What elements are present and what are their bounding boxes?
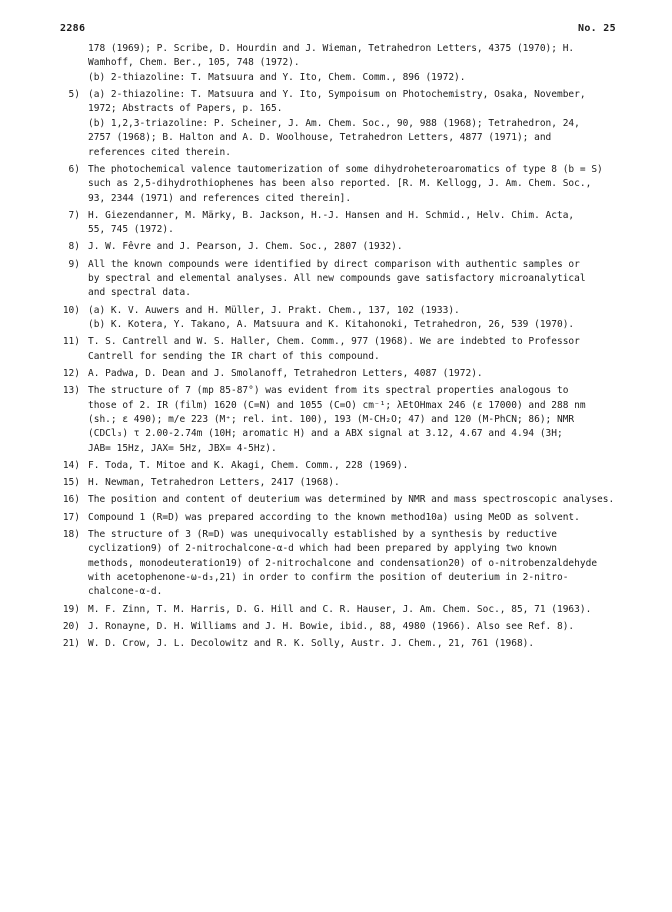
reference-number: 15) bbox=[62, 477, 80, 489]
reference-line: chalcone-α-d. bbox=[88, 586, 163, 598]
reference-line: J. W. Fêvre and J. Pearson, J. Chem. Soc., 2807 (1932). bbox=[88, 241, 403, 253]
reference-line: references cited therein. bbox=[88, 146, 231, 158]
reference-line: All the known compounds were identified by direct comparison with authentic samples or bbox=[88, 258, 580, 270]
reference-number: 17) bbox=[62, 511, 80, 523]
reference-line: M. F. Zinn, T. M. Harris, D. G. Hill and C. R. Hauser, J. Am. Chem. Soc., 85, 71 (1963). bbox=[88, 603, 592, 615]
reference-item bbox=[54, 163, 638, 206]
reference-line: such as 2,5-dihydrothiophenes has been also reported. [R. M. Kellogg, J. Am. Chem. Soc., bbox=[88, 178, 592, 190]
reference-item bbox=[54, 637, 638, 651]
reference-line: T. S. Cantrell and W. S. Haller, Chem. Comm., 977 (1968). We are indebted to Professor bbox=[88, 336, 580, 348]
reference-line: The photochemical valence tautomerization of some dihydroheteroaromatics of type 8 (b = S) bbox=[88, 163, 603, 175]
reference-number: 20) bbox=[62, 620, 80, 632]
reference-line: those of 2. IR (film) 1620 (C=N) and 1055 (C=O) cm⁻¹; λEtOHmax 246 (ε 17000) and 288 nm bbox=[88, 399, 586, 411]
reference-line: (b) 1,2,3-triazoline: P. Scheiner, J. Am. Chem. Soc., 90, 988 (1968); Tetrahedron, 24, bbox=[88, 117, 580, 129]
references-list bbox=[54, 42, 638, 651]
reference-line: JAB= 15Hz, JAX= 5Hz, JBX= 4-5Hz). bbox=[88, 442, 277, 454]
reference-number: 11) bbox=[62, 336, 80, 348]
reference-line: methods, monodeuteration19) of 2-nitrochalcone and condensation20) of o-nitrobenzaldehyde bbox=[88, 557, 598, 569]
reference-line: The position and content of deuterium was determined by NMR and mass spectroscopic analyses. bbox=[88, 494, 615, 506]
reference-number: 9) bbox=[68, 258, 80, 270]
reference-line: cyclization9) of 2-nitrochalcone-α-d which had been prepared by applying two known bbox=[88, 543, 557, 555]
issue-number: No. 25 bbox=[578, 23, 616, 34]
reference-line: with acetophenone-ω-d₃,21) in order to confirm the position of deuterium in 2-nitro- bbox=[88, 571, 569, 583]
reference-item bbox=[54, 42, 638, 85]
reference-item bbox=[54, 528, 638, 600]
reference-item bbox=[54, 603, 638, 617]
reference-line: (sh.; ε 490); m/e 223 (M⁺; rel. int. 100), 193 (M-CH₂O; 47) and 120 (M-PhCN; 86); NMR bbox=[88, 413, 575, 425]
reference-line: and spectral data. bbox=[88, 287, 191, 299]
reference-line: F. Toda, T. Mitoe and K. Akagi, Chem. Comm., 228 (1969). bbox=[88, 459, 409, 471]
reference-line: 55, 745 (1972). bbox=[88, 224, 174, 236]
reference-number: 10) bbox=[62, 304, 80, 316]
reference-line: The structure of 3 (R=D) was unequivocally established by a synthesis by reductive bbox=[88, 528, 557, 540]
reference-number: 7) bbox=[68, 209, 80, 221]
reference-line: (a) K. V. Auwers and H. Müller, J. Prakt. Chem., 137, 102 (1933). bbox=[88, 304, 460, 316]
reference-number: 5) bbox=[68, 89, 80, 101]
reference-number: 16) bbox=[62, 494, 80, 506]
reference-line: H. Newman, Tetrahedron Letters, 2417 (1968). bbox=[88, 477, 340, 489]
reference-number: 12) bbox=[62, 367, 80, 379]
reference-line: (a) 2-thiazoline: T. Matsuura and Y. Ito, Sympoisum on Photochemistry, Osaka, November, bbox=[88, 89, 586, 101]
reference-number: 8) bbox=[68, 241, 80, 253]
reference-line: 2757 (1968); B. Halton and A. D. Woolhouse, Tetrahedron Letters, 4877 (1971); and bbox=[88, 132, 552, 144]
reference-item bbox=[54, 367, 638, 381]
reference-item bbox=[54, 304, 638, 333]
reference-line: H. Giezendanner, M. Märky, B. Jackson, H.-J. Hansen and H. Schmid., Helv. Chim. Acta, bbox=[88, 209, 575, 221]
reference-number: 21) bbox=[62, 637, 80, 649]
reference-number: 19) bbox=[62, 603, 80, 615]
reference-item bbox=[54, 209, 638, 238]
reference-line: 1972; Abstracts of Papers, p. 165. bbox=[88, 103, 283, 115]
reference-line: (b) K. Kotera, Y. Takano, A. Matsuura and K. Kitahonoki, Tetrahedron, 26, 539 (1970). bbox=[88, 319, 575, 331]
reference-item bbox=[54, 620, 638, 634]
reference-item bbox=[54, 493, 638, 507]
reference-line: (CDCl₃) τ 2.00-2.74m (10H; aromatic H) and a ABX signal at 3.12, 4.67 and 4.94 (3H; bbox=[88, 428, 563, 440]
reference-number: 14) bbox=[62, 459, 80, 471]
reference-line: A. Padwa, D. Dean and J. Smolanoff, Tetrahedron Letters, 4087 (1972). bbox=[88, 367, 483, 379]
reference-number: 13) bbox=[62, 385, 80, 397]
reference-line: (b) 2-thiazoline: T. Matsuura and Y. Ito, Chem. Comm., 896 (1972). bbox=[88, 71, 466, 83]
reference-item bbox=[54, 240, 638, 254]
reference-line: Cantrell for sending the IR chart of this compound. bbox=[88, 350, 380, 362]
reference-item bbox=[54, 335, 638, 364]
reference-line: The structure of 7 (mp 85-87°) was evident from its spectral properties analogous to bbox=[88, 385, 569, 397]
reference-number: 18) bbox=[62, 528, 80, 540]
reference-item bbox=[54, 258, 638, 301]
page-number: 2286 bbox=[60, 23, 86, 34]
reference-line: Compound 1 (R=D) was prepared according to the known method10a) using MeOD as solvent. bbox=[88, 511, 580, 523]
reference-line: 93, 2344 (1971) and references cited therein]. bbox=[88, 192, 352, 204]
reference-line: Wamhoff, Chem. Ber., 105, 748 (1972). bbox=[88, 57, 300, 69]
reference-number: 6) bbox=[68, 163, 80, 175]
reference-line: 178 (1969); P. Scribe, D. Hourdin and J. Wieman, Tetrahedron Letters, 4375 (1970); H. bbox=[88, 43, 575, 54]
reference-item bbox=[54, 476, 638, 490]
reference-line: by spectral and elemental analyses. All new compounds gave satisfactory microanalytical bbox=[88, 273, 586, 285]
reference-item bbox=[54, 459, 638, 473]
reference-item bbox=[54, 88, 638, 160]
reference-item bbox=[54, 384, 638, 456]
reference-line: J. Ronayne, D. H. Williams and J. H. Bowie, ibid., 88, 4980 (1966). Also see Ref. 8). bbox=[88, 620, 575, 632]
reference-item bbox=[54, 511, 638, 525]
reference-line: W. D. Crow, J. L. Decolowitz and R. K. Solly, Austr. J. Chem., 21, 761 (1968). bbox=[88, 637, 535, 649]
